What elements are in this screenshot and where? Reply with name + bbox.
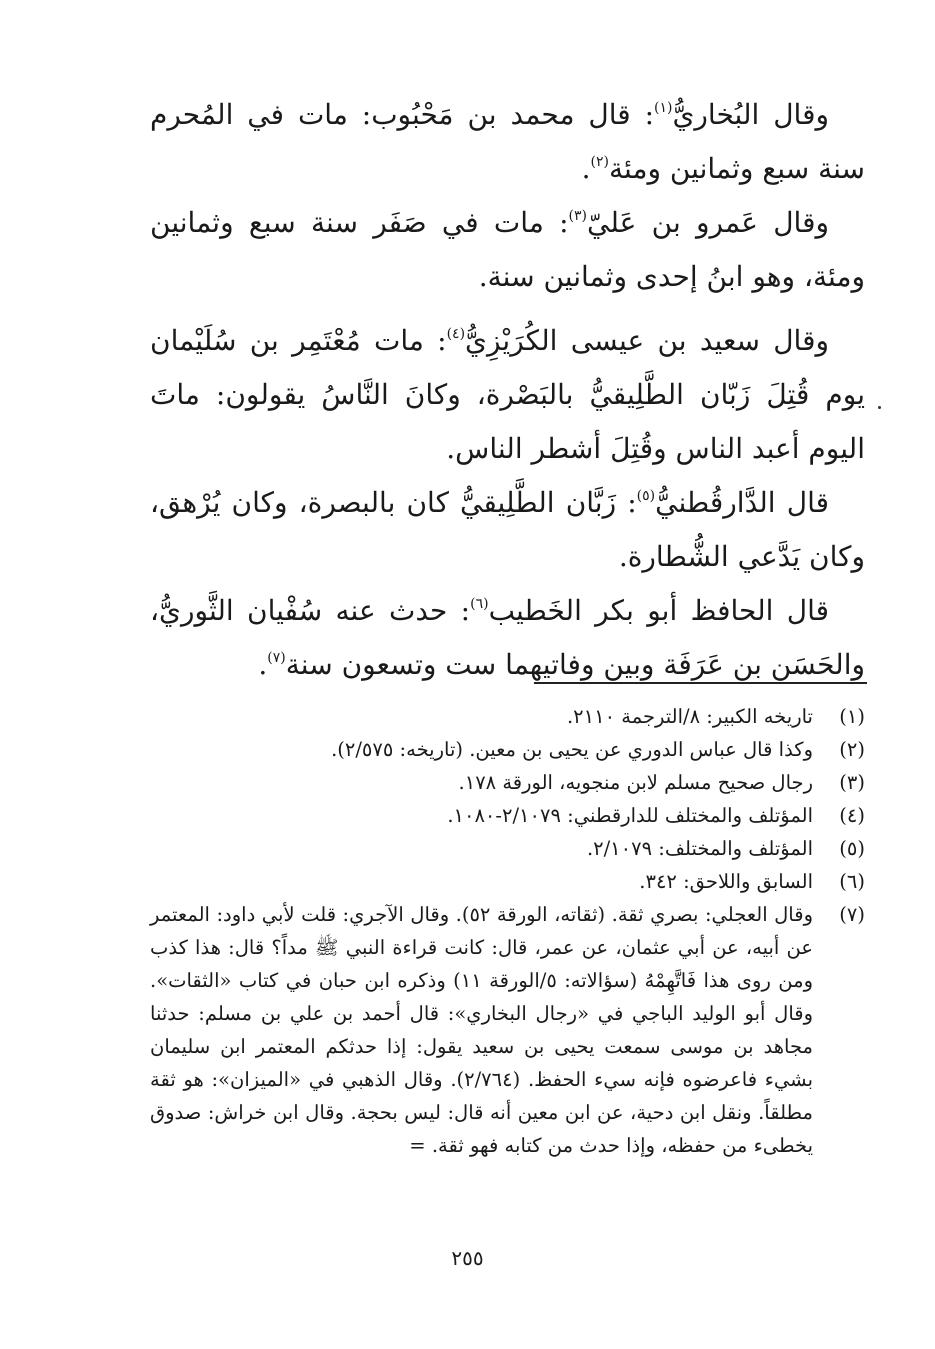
paragraph-text: قال الدَّارقُطنيُّ bbox=[655, 486, 829, 519]
paragraph-text: : زَبَّان الطَّلِيقيُّ كان بالبصرة، وكان يُرْهق، وكان يَدَّعي الشُّطارة. bbox=[150, 486, 865, 573]
footnote-text: تاريخه الكبير: ٨/الترجمة ٢١١٠. bbox=[566, 705, 813, 728]
footnote bbox=[150, 898, 865, 1162]
paragraph-text: وقال البُخاريُّ bbox=[672, 98, 829, 131]
footnote-number: (٧) bbox=[839, 903, 865, 926]
paragraph-2 bbox=[150, 196, 865, 304]
paragraph-text: : مات مُعْتَمِر بن سُلَيْمان يوم قُتِلَ زَبّان الطَّلِيقيُّ بالبَصْرة، وكانَ النَّاسُ يقولون: ماتَ اليوم أعبد الناس وقُتِلَ أشطر الناس. bbox=[150, 324, 865, 465]
footnote bbox=[150, 832, 865, 865]
footnote-text: وقال العجلي: بصري ثقة. (ثقاته، الورقة ٥٢). وقال الآجري: قلت لأبي داود: المعتمر عن أبيه، عن أبي عثمان، عن عمر، قال: كانت قراءة النبي ﷺ مداً؟ قال: هذا كذب ومن روى هذا فَاتَّهِمْهُ (سؤالاته: ٥/الورقة ١١) وذكره ابن حبان في كتاب «الثقات». وقال أبو الوليد الباجي في «رجال البخاري»: قال أحمد بن علي بن مسلم: حدثنا مجاهد بن موسى سمعت يحيى بن سعيد يقول: إذا حدثكم المعتمر ابن سليمان بشيء فاعرضوه فإنه سيء الحفظ. (٢/٧٦٤). وقال الذهبي في «الميزان»: هو ثقة مطلقاً. ونقل ابن دحية، عن ابن معين أنه قال: ليس بحجة. وقال ابن خراش: صدوق يخطىء من حفظه، وإذا حدث من كتابه فهو ثقة. = bbox=[150, 903, 814, 1157]
paragraph-text: وقال سعيد بن عيسى الكُرَيْزِيُّ bbox=[465, 324, 829, 357]
paragraph-text: : حدث عنه سُفْيان الثَّوريُّ، والحَسَن بن عَرَفَة وبين وفاتيهما ست وتسعون سنة bbox=[150, 594, 865, 681]
footnote-number: (١) bbox=[839, 705, 865, 728]
margin-dot bbox=[878, 406, 881, 409]
footnote bbox=[150, 733, 865, 766]
paragraph-text: : مات في صَفَر سنة سبع وثمانين ومئة، وهو ابنُ إحدى وثمانين سنة. bbox=[150, 206, 865, 293]
footnote-ref: (٣) bbox=[568, 208, 588, 224]
footnote bbox=[150, 766, 865, 799]
footnote-text: المؤتلف والمختلف: ٢/١٠٧٩. bbox=[586, 837, 813, 860]
footnote-number: (٥) bbox=[839, 837, 865, 860]
footnote-ref: (٥) bbox=[636, 488, 656, 504]
main-text bbox=[150, 88, 865, 692]
footnote-number: (٦) bbox=[839, 870, 865, 893]
paragraph-text: وقال عَمرو بن عَليّ bbox=[587, 206, 829, 239]
paragraph-3 bbox=[150, 314, 865, 476]
footnote-number: (٤) bbox=[839, 804, 865, 827]
paragraph-end: . bbox=[581, 152, 591, 185]
footnote-text: السابق واللاحق: ٣٤٢. bbox=[639, 870, 813, 893]
paragraph-1 bbox=[150, 88, 865, 196]
paragraph-4 bbox=[150, 476, 865, 584]
footnote-number: (٢) bbox=[839, 738, 865, 761]
footnote-text: وكذا قال عباس الدوري عن يحيى بن معين. (تاريخه: ٢/٥٧٥). bbox=[331, 738, 813, 761]
footnote bbox=[150, 700, 865, 733]
paragraph-text: قال الحافظ أبو بكر الخَطيب bbox=[488, 594, 829, 627]
footnote bbox=[150, 865, 865, 898]
footnote-number: (٣) bbox=[839, 771, 865, 794]
footnotes bbox=[150, 700, 865, 1162]
footnote-separator bbox=[534, 682, 867, 684]
footnote-text: رجال صحيح مسلم لابن منجويه، الورقة ١٧٨. bbox=[458, 771, 813, 794]
paragraph-5 bbox=[150, 584, 865, 692]
footnote bbox=[150, 799, 865, 832]
footnote-ref: (٧) bbox=[267, 650, 286, 666]
footnote-text: المؤتلف والمختلف للدارقطني: ٢/١٠٧٩-١٠٨٠. bbox=[447, 804, 813, 827]
paragraph-text: : قال محمد بن مَحْبُوب: مات في المُحرم سنة سبع وثمانين ومئة bbox=[150, 98, 865, 185]
footnote-ref: (١) bbox=[654, 100, 673, 116]
page-number: ٢٥٥ bbox=[451, 1246, 484, 1270]
footnote-ref: (٤) bbox=[446, 326, 466, 342]
footnote-ref: (٦) bbox=[470, 596, 489, 612]
paragraph-end: . bbox=[258, 648, 268, 681]
footnote-ref: (٢) bbox=[590, 154, 609, 170]
